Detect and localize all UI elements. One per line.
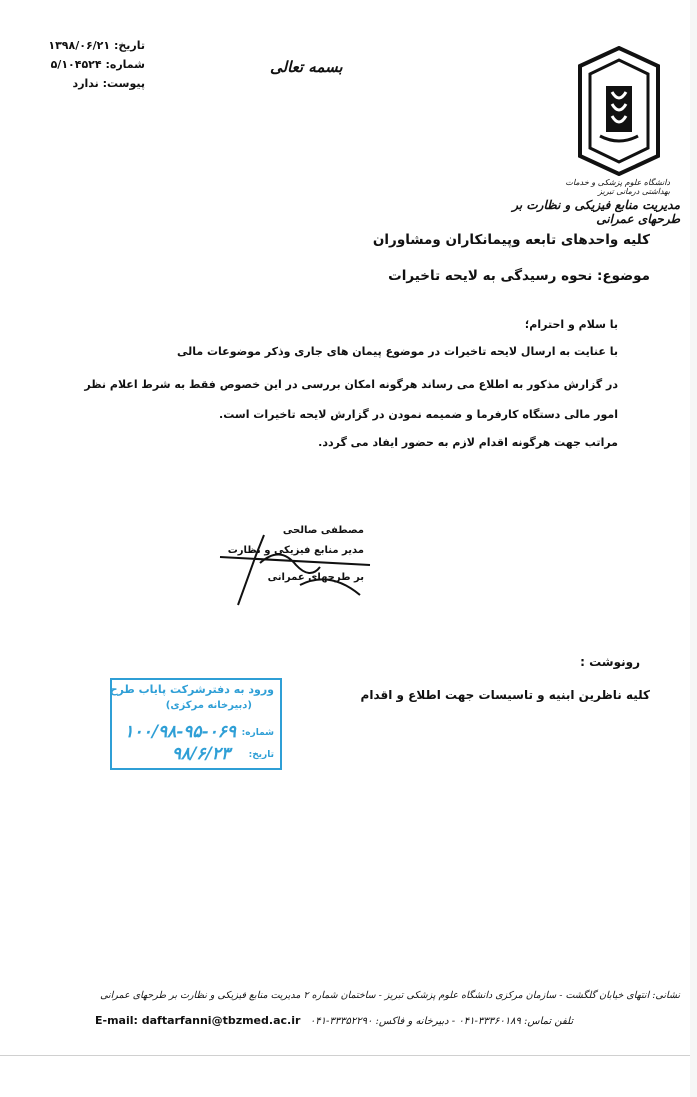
attachment-line: پیوست: ندارد bbox=[72, 77, 145, 90]
stamp-line: ورود به دفترشرکت پایاب طرح bbox=[109, 683, 274, 696]
stamp-number-label: شماره: bbox=[241, 728, 274, 738]
letter-meta bbox=[30, 36, 145, 93]
body-line: مراتب جهت هرگونه اقدام لازم به حضور ایفاد می گردد. bbox=[318, 436, 618, 449]
date-line: تاریخ: ۱۳۹۸/۰۶/۲۱ bbox=[48, 39, 145, 52]
footer-email: E-mail: daftarfanni@tbzmed.ac.ir bbox=[95, 1014, 301, 1027]
footer-divider bbox=[0, 1055, 697, 1056]
stamp-date-label: تاریخ: bbox=[248, 750, 274, 760]
university-logo bbox=[570, 46, 668, 176]
footer-phones: تلفن تماس: ۳۳۳۶۰۱۸۹-۰۴۱ - دبیرخانه و فاکس: ۳۳۳۵۲۲۹۰-۰۴۱ bbox=[309, 1016, 574, 1027]
stamp-number-value: ۱۰۰/۹۸-۹۵-۰۶۹ bbox=[124, 722, 236, 742]
scan-edge bbox=[690, 0, 697, 1097]
addressee: کلیه واحدهای تابعه وپیمانکاران ومشاوران bbox=[372, 232, 650, 248]
handwritten-signature bbox=[200, 525, 380, 610]
body-line: در گزارش مذکور به اطلاع می رساند هرگونه امکان بررسی در این خصوص فقط به شرط اعلام نظر bbox=[84, 378, 618, 391]
greeting: با سلام و احترام؛ bbox=[524, 318, 618, 331]
body-line: با عنایت به ارسال لایحه تاخیرات در موضوع پیمان های جاری وذکر موضوعات مالی bbox=[176, 345, 618, 358]
cc-label: رونوشت : bbox=[580, 655, 640, 669]
receipt-stamp bbox=[110, 678, 282, 770]
university-line: دانشگاه علوم پزشکی و خدمات بهداشتی درمانی تبریز bbox=[565, 178, 670, 196]
department-name: مدیریت منابع فیزیکی و نظارت بر طرحهای عمرانی bbox=[512, 198, 680, 226]
body-line: امور مالی دستگاه کارفرما و ضمیمه نمودن در گزارش لایحه تاخیرات است. bbox=[219, 408, 618, 421]
footer-contact bbox=[95, 1014, 675, 1027]
footer-address: نشانی: انتهای خیابان گلگشت - سازمان مرکزی دانشگاه علوم پزشکی تبریز - ساختمان شماره ۲ مدیریت منابع فیزیکی و نظارت بر طرحهای عمرانی bbox=[100, 990, 680, 1001]
cc-text: کلیه ناظرین ابنیه و تاسیسات جهت اطلاع و اقدام bbox=[360, 688, 650, 702]
invocation-text: بسمه تعالی bbox=[270, 58, 343, 76]
subject-line: موضوع: نحوه رسیدگی به لایحه تاخیرات bbox=[388, 268, 650, 284]
signer-name: مصطفی صالحی bbox=[282, 525, 364, 536]
stamp-date-value: ۹۸/۶/۲۳ bbox=[171, 744, 230, 764]
stamp-line: (دبیرخانه مرکزی) bbox=[165, 700, 252, 711]
signer-title: مدیر منابع فیزیکی و نظارت bbox=[227, 545, 364, 556]
number-line: شماره: ۵/۱۰۴۵۲۴ bbox=[50, 58, 145, 71]
signer-title: بر طرحهای عمرانی bbox=[267, 572, 364, 583]
